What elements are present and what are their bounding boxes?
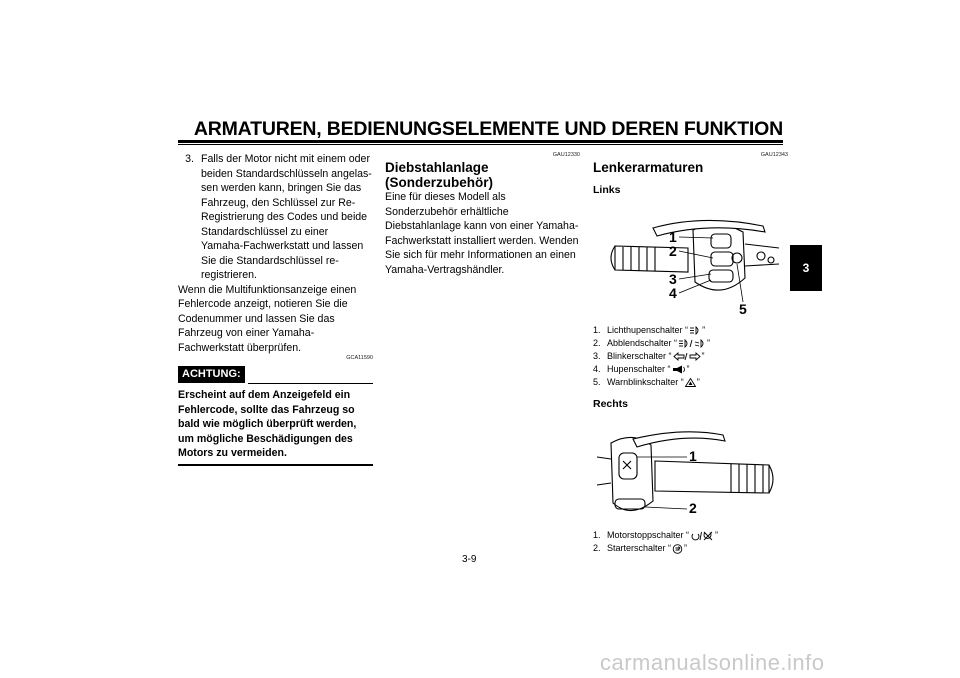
subheading-left: Links [593,184,621,196]
legend-end: ” [707,337,711,348]
hazard-icon [685,378,696,387]
callout-3: 3 [669,270,677,287]
callout-1: 1 [689,448,697,464]
turn-icon [673,352,701,361]
legend-number: 4. [593,363,601,374]
callout-5: 5 [739,300,747,317]
list-item-text: Falls der Motor nicht mit einem oder beiden Standardschlüsseln angelassen werden kann, bringen Sie das Fahrzeug, den Schlüssel zur Re-Registrierung des Codes und beide Standardschlüssel zu einer Yamaha-Fachwerkstatt und lassen Sie die Standardschlüssel re-registrieren. [201,153,372,281]
legend-end: ” [701,350,705,361]
callout-1: 1 [669,228,677,245]
legend-end: ” [696,376,700,387]
section-code: GAU12330 [552,152,580,158]
caution-code: GCA11590 [346,355,373,361]
right-handlebar-illustration [593,421,783,525]
legend-end: ” [715,530,719,540]
header-rule [178,140,783,143]
legend-number: 5. [593,376,601,387]
legend-item [593,337,788,350]
legend-label: Warnblinkschalter “ [607,376,684,387]
subheading-right: Rechts [593,397,629,410]
caution-rule [248,383,373,384]
legend-item [593,542,788,555]
callout-4: 4 [669,284,677,301]
legend-number: 3. [593,350,601,361]
legend-number: 2. [593,337,601,348]
chapter-tab[interactable]: 3 [790,245,822,291]
caution-header [178,364,373,384]
page-header-title: ARMATUREN, BEDIENUNGSELEMENTE UND DEREN FUNKTION [193,118,783,140]
callout-2: 2 [669,242,677,259]
left-legend [593,324,788,389]
horn-icon [672,365,686,374]
section-heading: Diebstahlanlage (Sonderzubehör) [385,160,493,190]
page-number: 3-9 [462,554,477,565]
column-middle [385,152,580,277]
column-right [593,152,788,555]
list-item [178,152,373,283]
section-code: GAU12343 [760,152,788,158]
starter-icon [672,544,683,554]
legend-label: Motorstoppschalter “ [607,530,690,540]
legend-label: Abblendschalter “ [607,337,678,348]
legend-item [593,350,788,363]
legend-label: Starterschalter “ [607,543,672,553]
legend-label: Lichthupenschalter “ [607,324,689,335]
left-handlebar-illustration [593,208,783,320]
body-paragraph: Wenn die Multifunktionsanzeige einen Fehlercode anzeigt, notieren Sie die Codenummer und lassen Sie das Fahrzeug von einer Yamaha-Fachwerkstatt überprüfen. [178,283,357,354]
callout-2: 2 [689,500,697,516]
header-rule-thin [178,144,783,145]
section-text: Eine für dieses Modell als Sonderzubehör erhältliche Diebstahlanlage kann von einer Yamaha-Fachwerkstatt installiert werden. Wenden Sie sich für mehr Informationen an einen Yamaha-Vertragshändler. [385,191,579,276]
legend-label: Blinkerschalter “ [607,350,672,361]
legend-number: 1. [593,530,601,540]
engine-stop-icon [690,531,714,541]
legend-end: ” [702,324,706,335]
column-left [178,152,373,466]
caution-label: ACHTUNG: [178,366,245,383]
legend-item [593,324,788,337]
beam-icon [689,326,701,335]
legend-end: ” [686,363,690,374]
legend-item [593,363,788,376]
watermark: carmanualsonline.info [600,650,825,675]
legend-number: 2. [593,543,601,553]
list-item-number: 3. [185,153,194,165]
legend-number: 1. [593,324,601,335]
legend-label: Hupenschalter “ [607,363,671,374]
dimmer-icon [678,339,706,348]
legend-end: ” [684,543,688,553]
caution-text: Erscheint auf dem Anzeigefeld ein Fehlercode, sollte das Fahrzeug so bald wie möglich überprüft werden, um mögliche Beschädigungen des Motors zu vermeiden. [178,389,357,459]
caution-end-rule [178,464,373,466]
section-heading: Lenkerarmaturen [593,160,704,175]
right-legend [593,529,788,555]
legend-item [593,376,788,389]
legend-item [593,529,788,542]
